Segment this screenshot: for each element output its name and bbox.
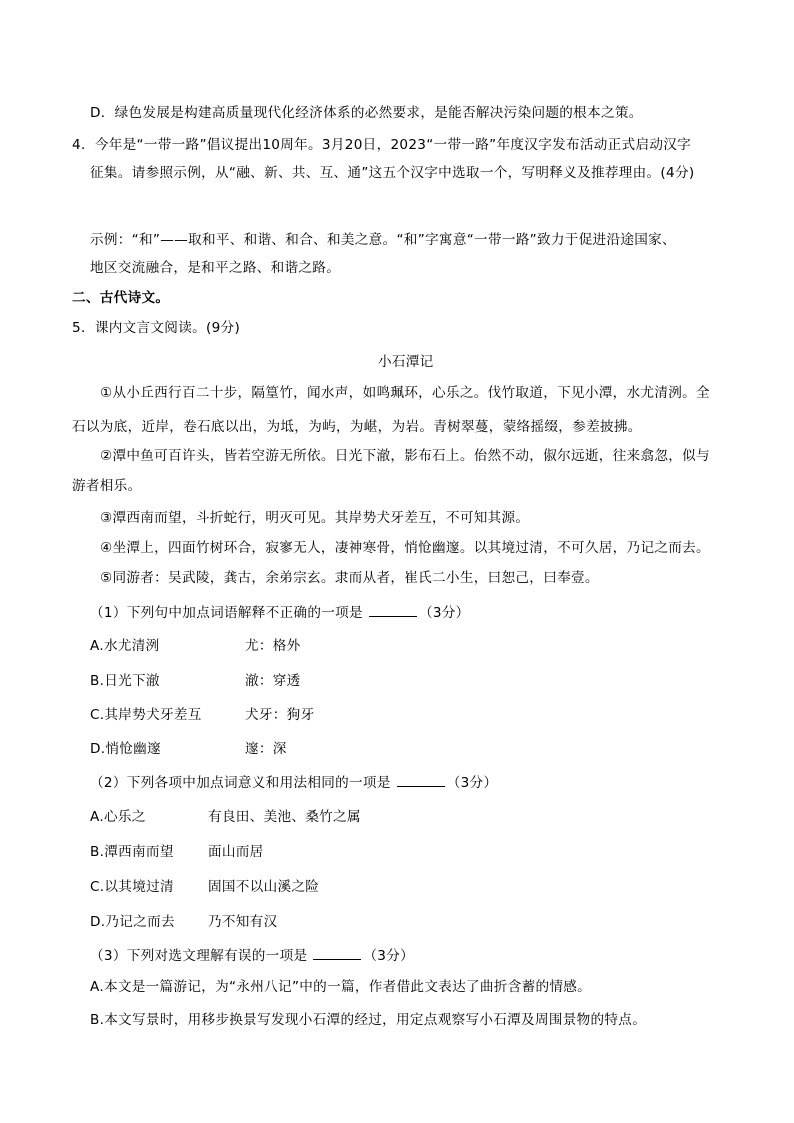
paragraph-1a: ①从小丘西行百二十步，隔篁竹，闻水声，如鸣珮环，心乐之。伐竹取道，下见小潭，水尤清洌。全 — [100, 385, 710, 401]
option-d-text: D．绿色发展是构建高质量现代化经济体系的必然要求，是能否解决污染问题的根本之策。 — [90, 105, 643, 121]
subquestion-2-stem: （2）下列各项中加点词意义和用法相同的一项是 — [90, 775, 391, 791]
subquestion-2-score: （3分） — [446, 775, 498, 791]
option-b: B.本文写景时，用移步换景写发现小石潭的经过，用定点观察写小石潭及周围景物的特点。 — [90, 1012, 647, 1028]
paragraph-2a: ②潭中鱼可百许头，皆若空游无所依。日光下澈，影布石上。佁然不动，俶尔远逝，往来翕忽，似与 — [100, 448, 710, 464]
example-line2: 地区交流融合，是和平之路、和谐之路。 — [90, 260, 341, 276]
option-text: C.以其境过清 — [90, 879, 174, 895]
paragraph-1b: 石以为底，近岸，卷石底以出，为坻，为屿，为嵁，为岩。青树翠蔓，蒙络摇缀，参差披拂。 — [72, 419, 642, 435]
option-a — [90, 637, 301, 655]
paragraph-5: ⑤同游者：吴武陵，龚古，余弟宗玄。隶而从者，崔氏二小生，曰恕己，曰奉壹。 — [100, 570, 599, 586]
option-text: D.乃记之而去 — [90, 914, 175, 930]
option-compare: 有良田、美池、桑竹之属 — [208, 809, 361, 825]
question-4-line2: 征集。请参照示例，从“融、新、共、互、通”这五个汉字中选取一个，写明释义及推荐理由。(4分) — [90, 165, 695, 181]
option-gloss: 邃：深 — [245, 741, 287, 757]
option-a: A.本文是一篇游记，为“永州八记”中的一篇，作者借此文表达了曲折含蓄的情感。 — [90, 979, 592, 995]
example-line1: 示例：“和”——取和平、和谐、和合、和美之意。“和”字寓意“一带一路”致力于促进沿途国家、 — [90, 232, 676, 248]
section-title: 二、古代诗文。 — [72, 290, 170, 306]
option-c — [90, 878, 320, 896]
question-4-line1: 4．今年是“一带一路”倡议提出10周年。3月20日，2023“一带一路”年度汉字发布活动正式启动汉字 — [72, 137, 692, 153]
subquestion-3 — [90, 946, 414, 965]
option-b — [90, 672, 301, 690]
answer-blank[interactable] — [313, 946, 361, 960]
option-text: B.日光下澈 — [90, 673, 160, 689]
subquestion-1-stem: （1）下列句中加点词语解释不正确的一项是 — [90, 605, 363, 621]
subquestion-3-score: （3分） — [363, 948, 414, 964]
question-5-title: 5．课内文言文阅读。(9分) — [72, 320, 241, 336]
option-text: B.潭西南而望 — [90, 844, 174, 860]
passage-title: 小石潭记 — [378, 354, 434, 370]
option-a — [90, 808, 361, 826]
subquestion-1-score: （3分） — [418, 605, 470, 621]
paragraph-3: ③潭西南而望，斗折蛇行，明灭可见。其岸势犬牙差互，不可知其源。 — [100, 510, 530, 526]
option-b — [90, 843, 264, 861]
option-compare: 面山而居 — [208, 844, 264, 860]
subquestion-1 — [90, 603, 470, 622]
answer-blank[interactable] — [369, 603, 417, 617]
option-text: A.水尤清洌 — [90, 638, 160, 654]
subquestion-3-stem: （3）下列对选文理解有误的一项是 — [90, 948, 308, 964]
option-compare: 乃不知有汉 — [208, 914, 278, 930]
option-compare: 固国不以山溪之险 — [208, 879, 320, 895]
paragraph-4: ④坐潭上，四面竹树环合，寂寥无人，凄神寒骨，悄怆幽邃。以其境过清，不可久居，乃记之而去。 — [100, 540, 710, 556]
option-c — [90, 706, 315, 724]
option-gloss: 犬牙：狗牙 — [245, 707, 315, 723]
answer-blank[interactable] — [397, 773, 445, 787]
option-text: A.心乐之 — [90, 809, 146, 825]
paragraph-2b: 游者相乐。 — [72, 478, 142, 494]
option-text: C.其岸势犬牙差互 — [90, 707, 202, 723]
subquestion-2 — [90, 773, 497, 792]
option-text: D.悄怆幽邃 — [90, 741, 161, 757]
option-gloss: 尤：格外 — [245, 638, 301, 654]
option-d — [90, 740, 287, 758]
option-d — [90, 913, 278, 931]
option-gloss: 澈：穿透 — [245, 673, 301, 689]
